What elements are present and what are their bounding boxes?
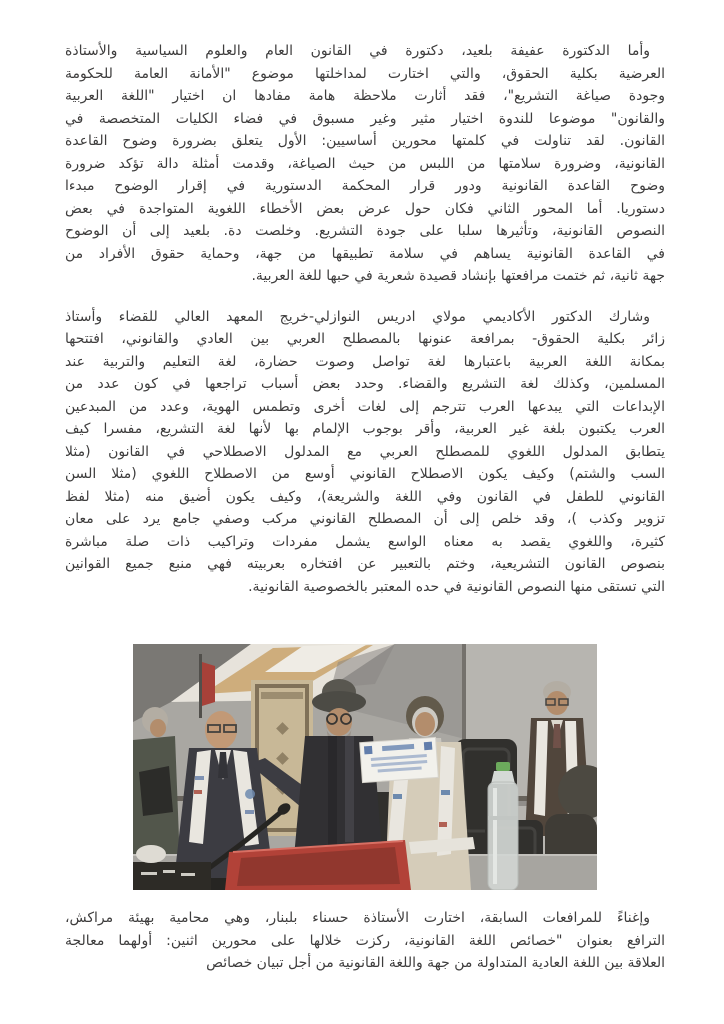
article-text-top <box>65 40 665 598</box>
text-line: وأما الدكتورة عفيفة بلعيد، دكتورة في القانون العام والعلوم السياسية والأستاذة <box>65 43 650 59</box>
text-line: تزوير وكذب )، وقد خلص إلى أن المصطلح القانوني مركب وصفي جامع يرد على معان <box>65 511 665 527</box>
text-line: والقانون" موضوعا للندوة اختيار مثير وغير مسبوق في فضاء الكليات المتخصصة في <box>65 110 665 127</box>
text-line: كثيرة، واللغوي يقصد به معناه الواسع يشمل مفردات وتراكيب ذات صلة مباشرة <box>65 533 665 550</box>
text-line: زائر بكلية الحقوق- بمرافعة عنونها بالمصطلح العربي بين العادي والقانوني، افتتحها <box>65 331 665 347</box>
text-line: بمكانة اللغة العربية باعتبارها لغة تواصل وصوت حضارة، لغة التعليم والتربية عند <box>65 353 665 370</box>
scan-tint <box>133 644 597 890</box>
text-line: وإغناءً للمرافعات السابقة، اختارت الأستاذة حسناء بلبنار، وهي محامية بهيئة مراكش، <box>65 910 650 926</box>
text-line: جهة ثانية، ثم ختمت مرافعتها بإنشاد قصيدة شعرية في حبها للغة العربية. <box>251 268 665 284</box>
text-line: النصوص القانونية، وتأثيرها سلبا على جودة التشريع. وخلصت دة. بلعيد إلى أن الوضوح <box>65 223 665 239</box>
text-line: العرب يكتبون بلغة غير العربية، وأقر بوجوب الإلمام بها لأنها لغة التشريع، مفسرا كيف <box>65 421 665 437</box>
text-line: السب والشتم) وكيف يكون الاصطلاح القانوني أوسع من الاصطلاح اللغوي (مثلا السن <box>65 466 665 482</box>
ceremony-photo <box>133 644 597 890</box>
text-line: الترافع بعنوان "خصائص اللغة القانونية، ركزت خلالها على محورين اثنين: أولهما معالجة <box>65 932 665 949</box>
text-line: في القاعدة القانونية يساهم في سلامة تطبيقها من جهة، وحماية حقوق الأفراد من <box>65 245 665 262</box>
text-line: القانونية، وضرورة سلامتها من اللبس من حيث الصياغة، وقدمت أمثلة دالة تؤكد ضرورة <box>65 155 665 172</box>
text-line: وجودة صياغة التشريع"، فقد أثارت ملاحظة هامة مفادها ان اختيار "اللغة العربية <box>65 88 665 104</box>
text-line: وضوح القاعدة القانونية ودور قرار المحكمة الدستورية في إقرار الوضوح مبدءا <box>65 178 665 194</box>
text-line: المسلمين، وكذلك لغة التشريع والقضاء. وحدد بعض أسباب تراجعها في كون عدد من <box>65 376 665 392</box>
text-line: وشارك الدكتور الأكاديمي مولاي ادريس النوازلي-خريج المعهد العالي للقضاء وأستاذ <box>65 308 650 325</box>
text-line: دستوريا. أما المحور الثاني فكان حول عرض بعض الأخطاء اللغوية المتواجدة في بعض <box>65 200 665 217</box>
text-line: العرضية بكلية الحقوق، والتي اختارت لمداخلتها موضوع "الأمانة العامة للحكومة <box>65 65 665 82</box>
text-line: القانون. لقد تناولت في كلمتها محورين أساسيين: الأول يتعلق بضرورة وضوح القاعدة <box>65 133 665 149</box>
paragraph-3 <box>65 907 665 975</box>
article-text-bottom <box>65 907 665 975</box>
text-line: العلاقة بين اللغة العادية المتداولة من جهة واللغة القانونية من أجل تبيان خصائص <box>206 955 665 971</box>
text-line: الإبداعات التي يبدعها العرب تترجم إلى لغات أخرى وتطمس الهوية، وعدد من المبدعين <box>65 398 665 415</box>
text-line: يتطابق المدلول اللغوي للمصطلح العربي مع المدلول الاصطلاحي في القانون (مثلا <box>65 443 665 460</box>
text-line: بنصوص القانون التشريعية، وختم بالتعبير عن افتخاره بعربيته فهي منبع جميع القوانين <box>65 556 665 572</box>
text-line: التي تستقى منها النصوص القانونية في حده المعتبر بالخصوصية القانونية. <box>248 578 665 595</box>
paragraph-2 <box>65 306 665 599</box>
paragraph-1 <box>65 40 665 288</box>
text-line: القانوني للطفل في القانون وفي اللغة والشريعة)، وكيف يكون أضيق منه (مثلا لفظ <box>65 488 665 505</box>
